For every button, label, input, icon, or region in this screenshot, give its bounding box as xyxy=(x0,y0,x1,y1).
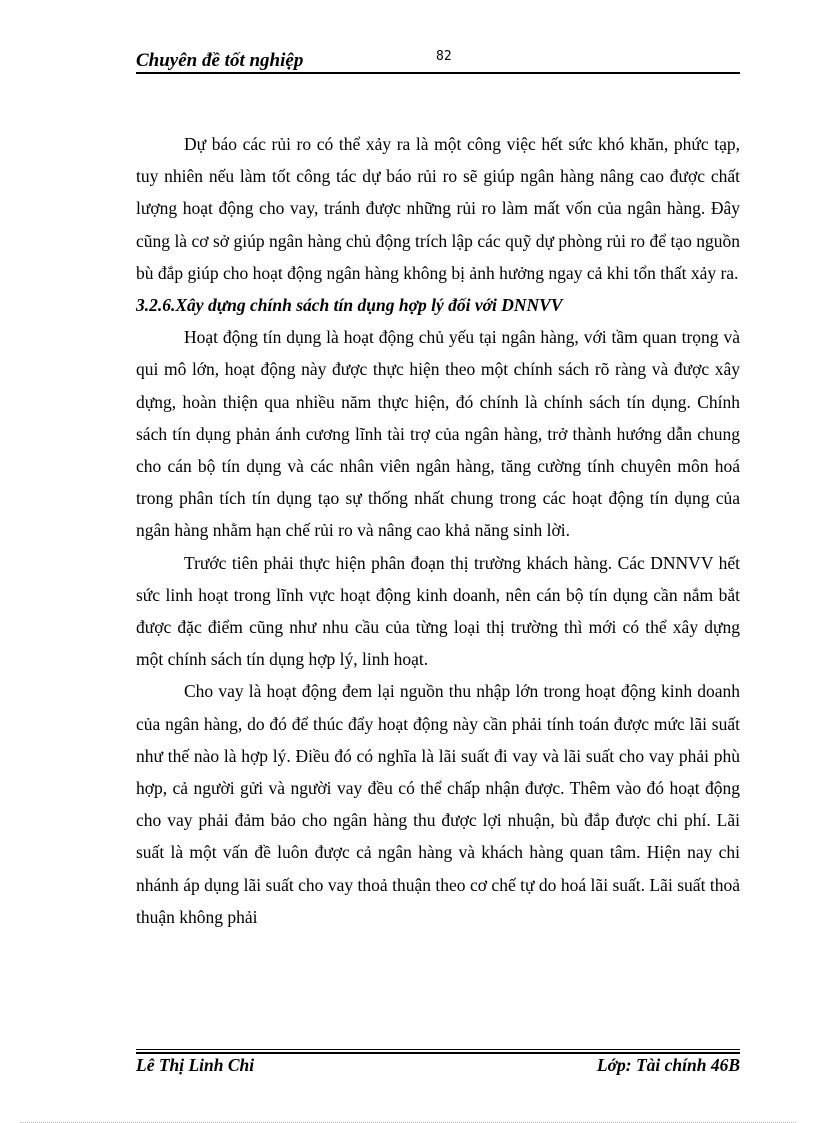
page-number: 82 xyxy=(436,49,452,64)
class-label: Lớp: Tài chính 46B xyxy=(596,1055,740,1075)
footer-divider-thick xyxy=(136,1052,740,1054)
section-heading: 3.2.6.Xây dựng chính sách tín dụng hợp lý đối với DNNVV xyxy=(136,295,563,316)
paragraph: Dự báo các rủi ro có thể xảy ra là một công việc hết sức khó khăn, phức tạp, tuy nhiên nếu làm tốt công tác dự báo rủi ro sẽ giúp ngân hàng nâng cao được chất lượng hoạt động cho vay, tránh được những rủi ro làm mất vốn của ngân hàng. Đây cũng là cơ sở giúp ngân hàng chủ động trích lập các quỹ dự phòng rủi ro để tạo nguồn bù đắp giúp cho hoạt động ngân hàng không bị ảnh hưởng ngay cả khi tổn thất xảy ra. xyxy=(136,134,740,283)
header-divider xyxy=(136,72,740,74)
paragraph: Trước tiên phải thực hiện phân đoạn thị trường khách hàng. Các DNNVV hết sức linh hoạt trong lĩnh vực hoạt động kinh doanh, nên cán bộ tín dụng cần nắm bắt được đặc điểm cũng như nhu cầu của từng loại thị trường thì mới có thể xây dựng một chính sách tín dụng hợp lý, linh hoạt. xyxy=(136,552,740,670)
page-footer xyxy=(136,1055,740,1079)
page-header xyxy=(136,48,740,74)
footer-divider xyxy=(136,1049,740,1050)
body-content xyxy=(136,128,740,933)
author-name: Lê Thị Linh Chi xyxy=(136,1055,255,1075)
paragraph: Hoạt động tín dụng là hoạt động chủ yếu tại ngân hàng, với tầm quan trọng và qui mô lớn, hoạt động này được thực hiện theo một chính sách rõ ràng và được xây dựng, hoàn thiện qua nhiều năm thực hiện, đó chính là chính sách tín dụng. Chính sách tín dụng phản ánh cương lĩnh tài trợ của ngân hàng, trở thành hướng dẫn chung cho cán bộ tín dụng và các nhân viên ngân hàng, tăng cường tính chuyên môn hoá trong phân tích tín dụng tạo sự thống nhất chung trong các hoạt động tín dụng của ngân hàng nhằm hạn chế rủi ro và nâng cao khả năng sinh lời. xyxy=(136,327,740,541)
document-title: Chuyên đề tốt nghiệp xyxy=(136,50,304,71)
paragraph: Cho vay là hoạt động đem lại nguồn thu nhập lớn trong hoạt động kinh doanh của ngân hàng, do đó để thúc đẩy hoạt động này cần phải tính toán được mức lãi suất như thế nào là hợp lý. Điều đó có nghĩa là lãi suất đi vay và lãi suất cho vay phải phù hợp, cả người gửi và người vay đều có thể chấp nhận được. Thêm vào đó hoạt động cho vay phải đảm bảo cho ngân hàng thu được lợi nhuận, bù đắp được chi phí. Lãi suất là một vấn đề luôn được cả ngân hàng và khách hàng quan tâm. Hiện nay chi nhánh áp dụng lãi suất cho vay thoả thuận theo cơ chế tự do hoá lãi suất. Lãi suất thoả thuận không phải xyxy=(136,681,740,927)
